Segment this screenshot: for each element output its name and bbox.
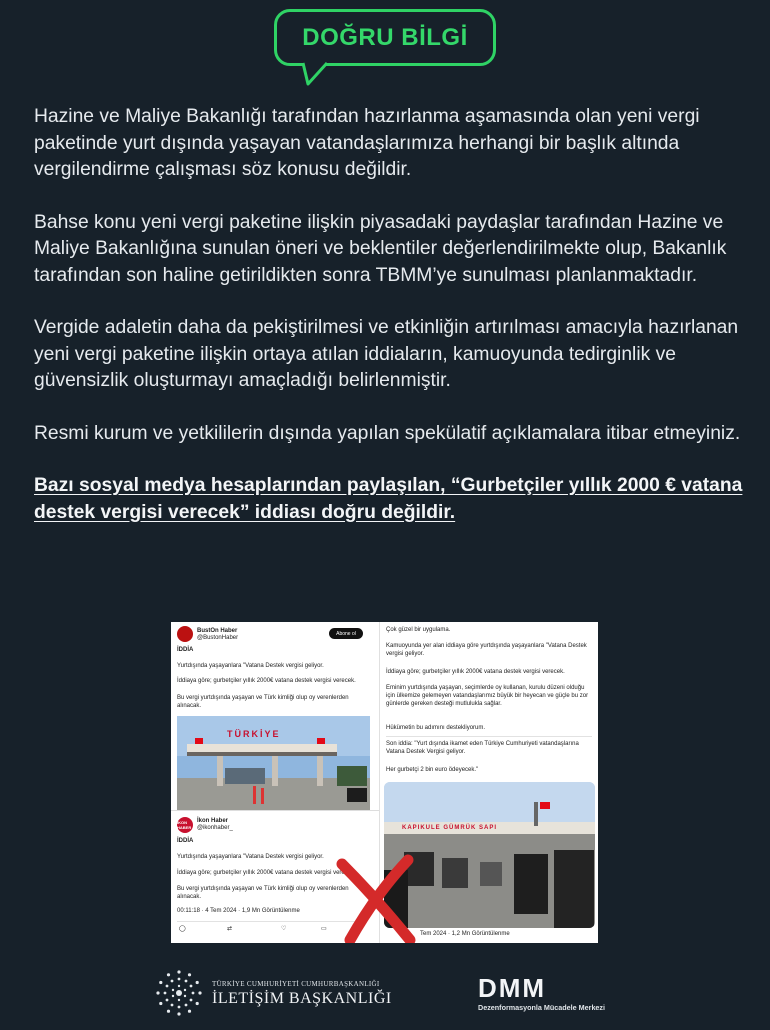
tweet1-handle: @BustonHaber <box>197 635 239 641</box>
false-claim-statement: Bazı sosyal medya hesaplarından paylaşılan, “Gurbetçiler yıllık 2000 € vatana destek vergisi verecek” iddiası doğru değildir. <box>34 475 743 523</box>
ikon-avatar: İKON HABER <box>177 817 193 833</box>
tweet1-tag: İDDİA <box>177 647 194 653</box>
tweet2-account: İkon Haber <box>197 818 229 824</box>
tweet1-line2: İddiaya göre; gurbetçiler yıllık 2000€ vatana destek vergisi verecek. <box>177 678 356 684</box>
tweet3-divider <box>386 736 592 737</box>
dmm-subtitle: Dezenformasyonla Mücadele Merkezi <box>478 1003 606 1012</box>
tweet1-line1: Yurtdışında yaşayanlara "Vatana Destek vergisi geliyor. <box>177 663 324 669</box>
paragraph-4: Resmi kurum ve yetkililerin dışında yapılan spekülatif açıklamalara itibar etmeyiniz. <box>34 422 741 444</box>
dogru-bilgi-badge <box>274 9 496 66</box>
evidence-screenshot-collage <box>171 622 598 943</box>
tweet2-line2: İddiaya göre; gurbetçiler yıllık 2000€ vatana destek vergisi verecek. <box>177 870 356 876</box>
dmm-logo: DMM <box>478 973 547 1003</box>
tweet1-line3: Bu vergi yurtdışında yaşayan ve Türk kimliği olup oy verenlerden alınacak. <box>177 695 349 709</box>
retweet-icon: ⇄ <box>227 926 233 932</box>
tweet3-meta: Tem 2024 · 1,2 Mn Görüntülenme <box>420 931 510 937</box>
paragraph-3: Vergide adaletin daha da pekiştirilmesi ve etkinliğin artırılması amacıyla hazırlanan yeni vergi paketine ilişkin ortaya atılan iddiaların, kamuoyunda tedirginlik ve güvensizlik oluşturmayı amaçladığı belirlenmiştir. <box>34 317 739 391</box>
dmm-logo-block <box>478 973 628 1016</box>
tweet2-line1: Yurtdışında yaşayanlara "Vatana Destek vergisi geliyor. <box>177 854 324 860</box>
like-icon: ♡ <box>281 926 287 932</box>
presidency-seal-icon <box>154 968 204 1018</box>
paragraph-2: Bahse konu yeni vergi paketine ilişkin piyasadaki paydaşlar tarafından Hazine ve Maliye Bakanlığına sunulan öneri ve beklentiler değerlendirilmekte olup, Bakanlık tarafından son haline getirildikten sonra TBMM’ye sunulması planlanmaktadır. <box>34 211 727 286</box>
tweet3-line6: Son iddia: "Yurt dışında ikamet eden Türkiye Cumhuriyeti vatandaşlarına Vatana Destek Vergisi geliyor. <box>386 741 579 755</box>
tweet3-line1: Çok güzel bir uygulama. <box>386 627 451 633</box>
statement-body <box>34 104 746 552</box>
follow-button: Abone ol <box>329 628 363 639</box>
tweet3-line3: İddiaya göre; gurbetçiler yıllık 2000€ vatana destek vergisi verecek. <box>386 669 565 675</box>
badge-label: DOĞRU BİLGİ <box>302 23 468 51</box>
red-cross-icon <box>336 854 416 943</box>
tweet2-line3: Bu vergi yurtdışında yaşayan ve Türk kimliği olup oy verenlerden alınacak. <box>177 886 349 900</box>
kapikule-sign: KAPIKULE GÜMRÜK SAPI <box>402 825 498 831</box>
tweet2-handle: @ikonhaber_ <box>197 825 233 831</box>
buston-avatar <box>177 626 193 642</box>
turkiye-sign: TÜRKİYE <box>227 729 281 739</box>
tweet3-line2: Kamuoyunda yer alan iddiaya göre yurtdışında yaşayanlara "Vatana Destek vergisi geliyor. <box>386 643 587 657</box>
tweet3-line7: Her gurbetçi 2 bin euro ödeyecek." <box>386 767 479 773</box>
border-gate-photo <box>177 716 370 810</box>
speech-bubble-tail-icon <box>300 62 330 86</box>
iletisim-baskanligi-logo <box>154 968 394 1018</box>
tweet2-tag: İDDİA <box>177 838 194 844</box>
tweet1-account: BustOn Haber <box>197 628 238 634</box>
tweet3-line4: Eminim yurtdışında yaşayan, seçimlerde oy kullanan, kurulu düzeni olduğu için ülkemize gelemeyen vatandaşlarımız büyük bir heyecan ve güçle bu zor günlerde gereken desteği mutlulukla sağlar. <box>386 685 589 707</box>
paragraph-1: Hazine ve Maliye Bakanlığı tarafından hazırlanma aşamasında olan yeni vergi paketinde yurt dışında yaşayan vatandaşlarımıza herhangi bir başlık altında vergilendirme çalışması söz konusu değildir. <box>34 106 700 180</box>
org-subtitle: TÜRKİYE CUMHURİYETİ CUMHURBAŞKANLIĞI <box>212 980 380 988</box>
tweet2-meta: 00:11:18 · 4 Tem 2024 · 1,9 Mn Görüntülenme <box>177 908 300 914</box>
bookmark-icon: ▭ <box>321 926 327 932</box>
reply-icon: ◯ <box>179 926 186 932</box>
org-title: İLETİŞİM BAŞKANLIĞI <box>212 990 392 1007</box>
tweet3-line5: Hükümetin bu adımını destekliyorum. <box>386 725 486 731</box>
